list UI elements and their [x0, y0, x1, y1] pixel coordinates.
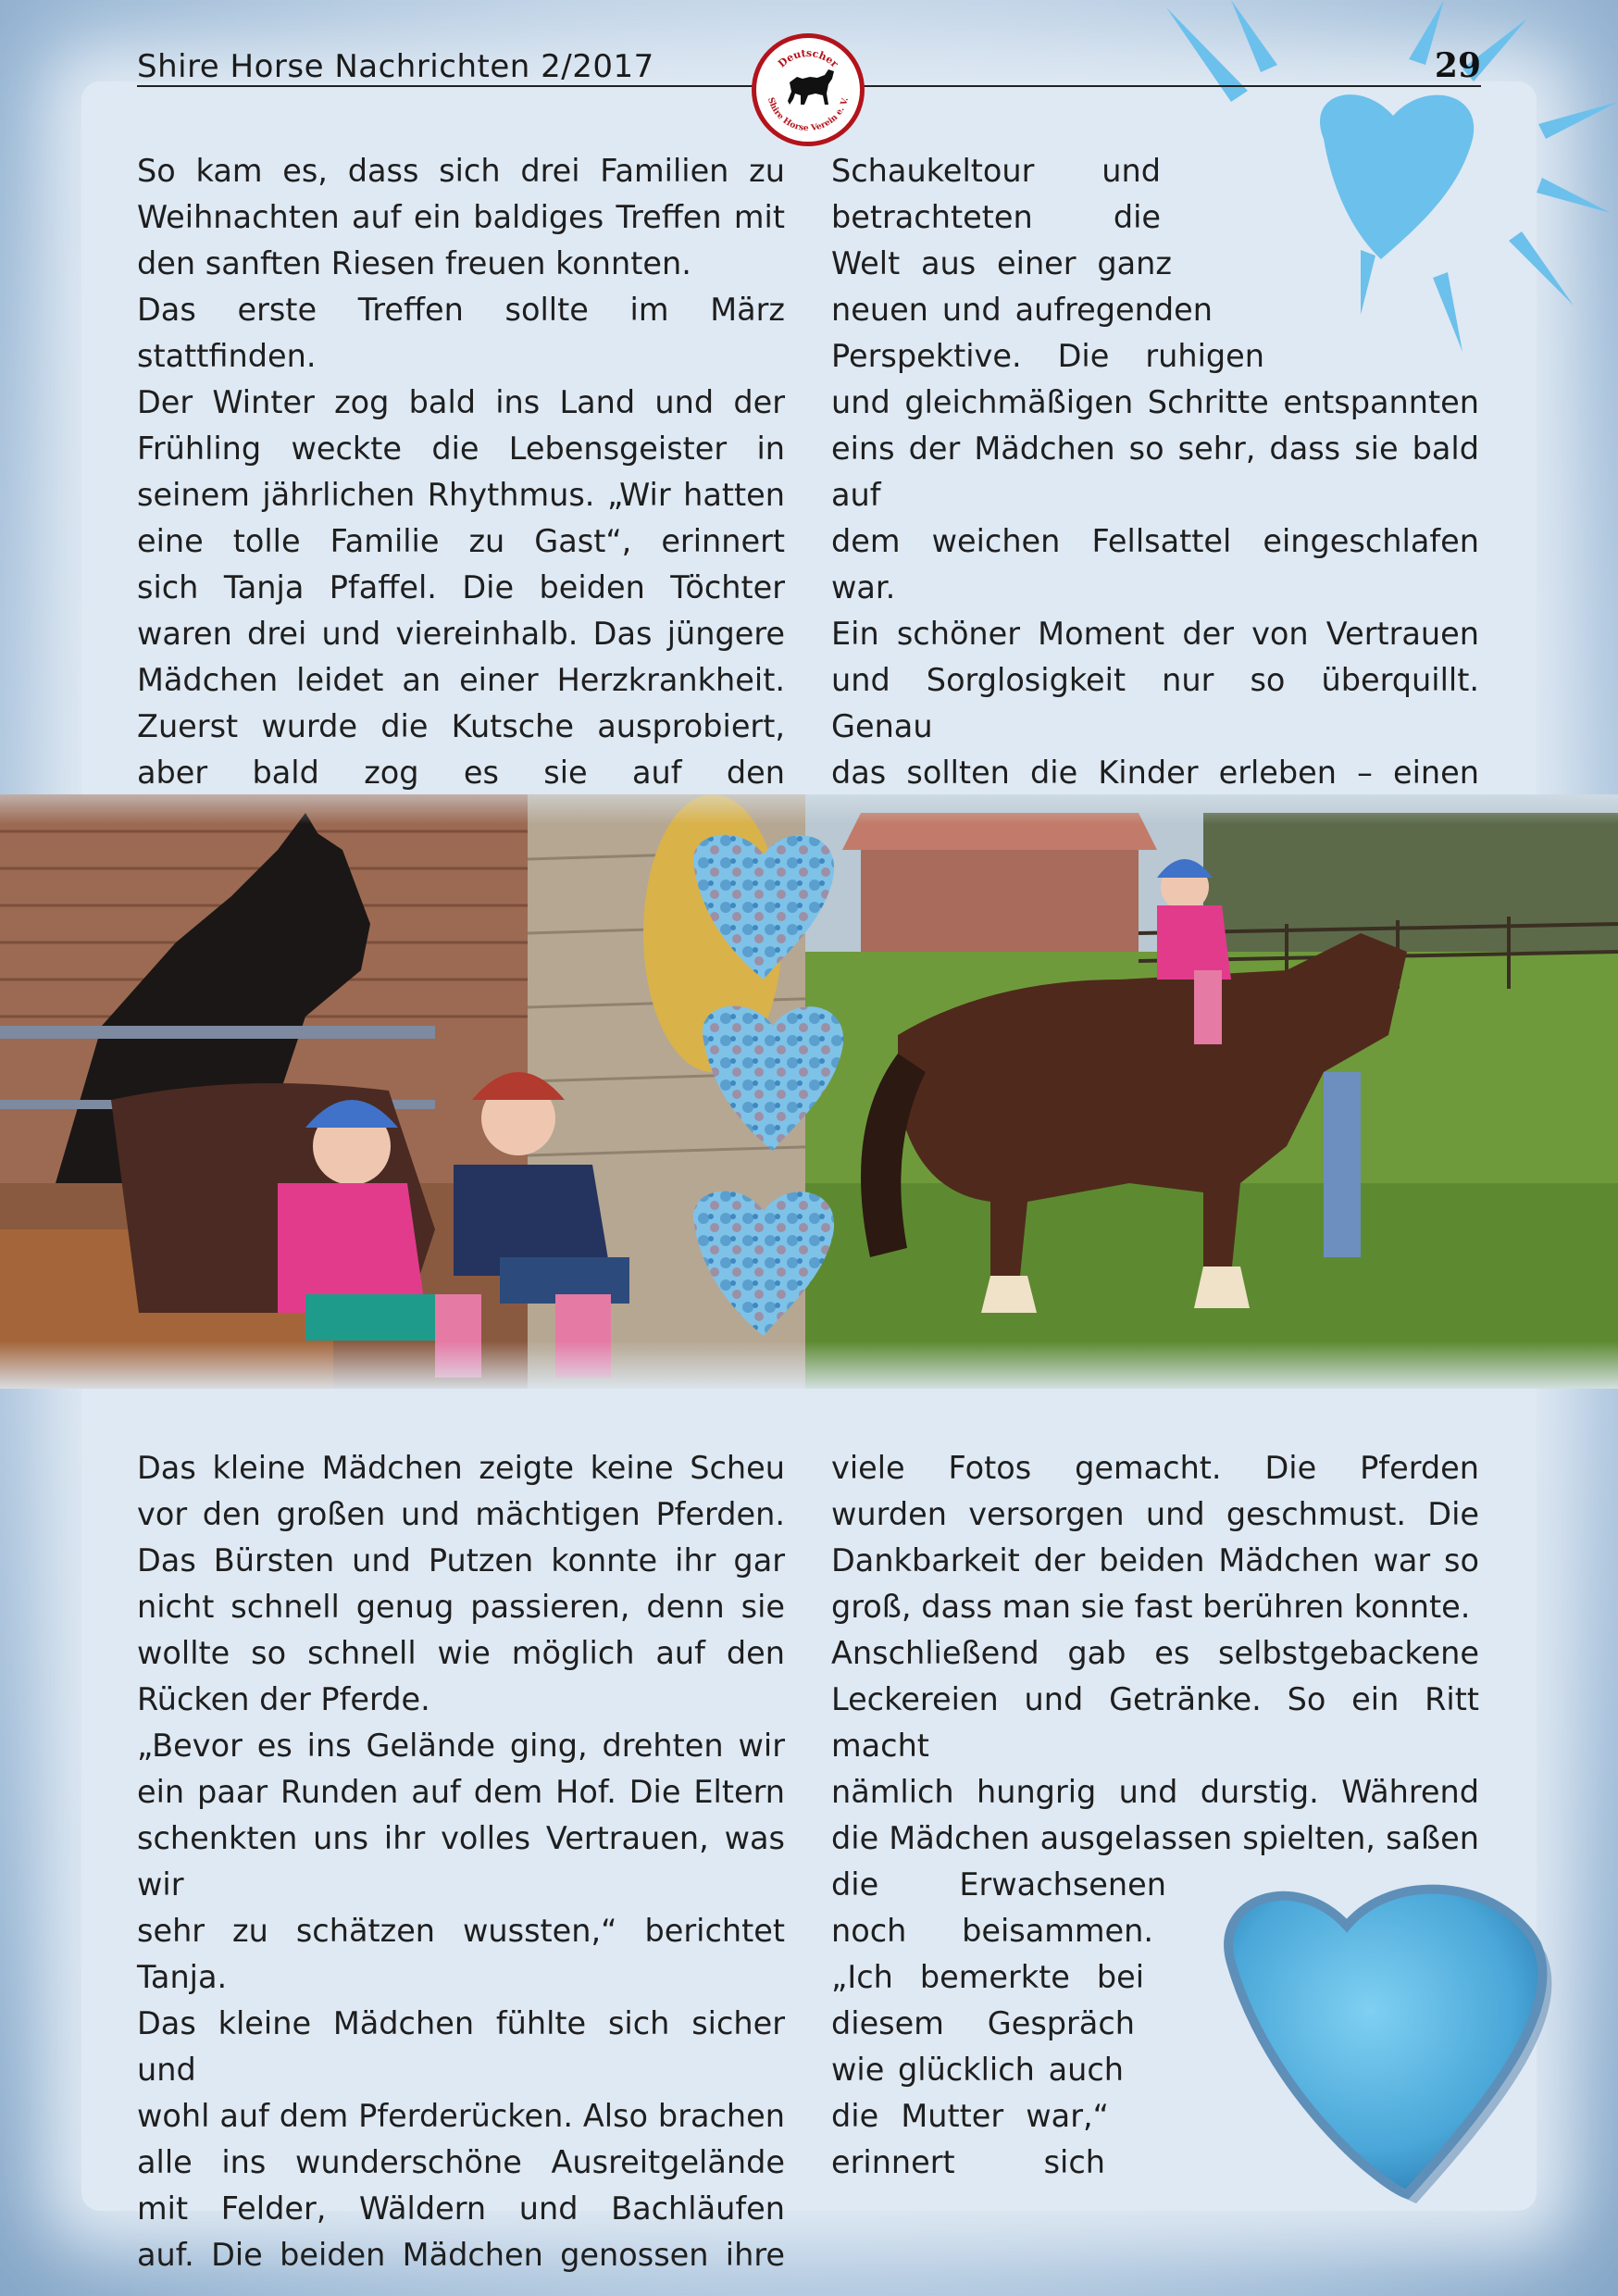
text-line: wohl auf dem Pferderücken. Also brachen — [137, 2098, 785, 2134]
horse-icon — [788, 69, 834, 105]
text-line: Perspektive. Die ruhigen — [831, 338, 1264, 374]
text-line: Das Bürsten und Putzen konnte ihr gar — [137, 1542, 785, 1578]
text-line: Anschließend gab es selbstgebackene — [831, 1635, 1479, 1671]
text-line: aber bald zog es sie auf den — [137, 755, 785, 791]
text-line: Dankbarkeit der beiden Mädchen war so — [831, 1542, 1479, 1578]
text-line: „Ich bemerkte bei — [831, 1959, 1144, 1995]
text-line: das sollten die Kinder erleben – einen — [831, 755, 1479, 791]
patterned-hearts — [676, 813, 898, 1368]
text-line: waren drei und viereinhalb. Das jüngere — [137, 616, 785, 652]
text-line: betrachteten die — [831, 199, 1161, 235]
magazine-title: Shire Horse Nachrichten 2/2017 — [137, 48, 654, 85]
text-line: wollte so schnell wie möglich auf den — [137, 1635, 785, 1671]
text-line: schenkten uns ihr volles Vertrauen, was wir — [137, 1820, 785, 1903]
text-line: Rücken der Pferde. — [137, 1681, 430, 1717]
text-line: und gleichmäßigen Schritte entspannten — [831, 384, 1479, 420]
text-line: vor den großen und mächtigen Pferden. — [137, 1496, 785, 1532]
text-line: seinem jährlichen Rhythmus. „Wir hatten — [137, 477, 785, 513]
text-line: noch beisammen. — [831, 1913, 1153, 1949]
text-line: viele Fotos gemacht. Die Pferden — [831, 1450, 1479, 1486]
logo-text-bottom: Shire Horse Verein e. V. — [765, 96, 851, 134]
text-line: neuen und aufregenden — [831, 292, 1213, 328]
text-line: die Mutter war,“ — [831, 2098, 1109, 2134]
text-line: Ein schöner Moment der von Vertrauen — [831, 616, 1479, 652]
text-line: groß, dass man sie fast berühren konnte. — [831, 1589, 1471, 1625]
text-line: Mädchen leidet an einer Herzkrankheit. — [137, 662, 785, 698]
text-line: Zuerst wurde die Kutsche ausprobiert, — [137, 708, 785, 744]
text-line: Schaukeltour und — [831, 153, 1161, 189]
heart-icon — [693, 1192, 834, 1336]
page-number: 29 — [1434, 46, 1481, 85]
text-line: wie glücklich auch — [831, 2052, 1124, 2088]
text-line: alle ins wunderschöne Ausreitgelände — [137, 2144, 785, 2180]
text-column-top-right — [831, 148, 1479, 889]
text-line: eins der Mädchen so sehr, dass sie bald auf — [831, 430, 1479, 513]
text-line: ein paar Runden auf dem Hof. Die Eltern — [137, 1774, 785, 1810]
text-line: nämlich hungrig und durstig. Während — [831, 1774, 1479, 1810]
glossy-heart-icon — [1194, 1861, 1583, 2231]
logo-text-top: Deutscher — [776, 46, 841, 70]
text-line: Weihnachten auf ein baldiges Treffen mit — [137, 199, 785, 235]
text-line: eine tolle Familie zu Gast“, erinnert — [137, 523, 785, 559]
text-line: Leckereien und Getränke. So ein Ritt macht — [831, 1681, 1479, 1764]
text-line: dem weichen Fellsattel eingeschlafen war. — [831, 523, 1479, 605]
text-line: die Erwachsenen — [831, 1866, 1166, 1903]
text-line: auf. Die beiden Mädchen genossen ihre — [137, 2237, 785, 2273]
text-line: „Bevor es ins Gelände ging, drehten wir — [137, 1728, 785, 1764]
text-line: die Mädchen ausgelassen spielten, saßen — [831, 1820, 1479, 1856]
photo-strip — [0, 794, 1618, 1389]
text-line: erinnert sich — [831, 2144, 1105, 2180]
svg-text:Deutscher — [776, 47, 840, 70]
text-line: mit Felder, Wäldern und Bachläufen — [137, 2190, 785, 2227]
text-line: wurden versorgen und geschmust. Die — [831, 1496, 1479, 1532]
text-line: sich Tanja Pfaffel. Die beiden Töchter — [137, 569, 785, 605]
text-line: Das kleine Mädchen fühlte sich sicher und — [137, 2005, 785, 2088]
text-column-top-left — [137, 148, 785, 842]
text-line: und Sorglosigkeit nur so überquillt. Genau — [831, 662, 1479, 744]
text-line: Das erste Treffen sollte im März stattfinden. — [137, 292, 785, 374]
heart-icon — [703, 1006, 843, 1151]
text-line: Das kleine Mädchen zeigte keine Scheu — [137, 1450, 785, 1486]
text-line: Welt aus einer ganz — [831, 245, 1172, 281]
heart-icon — [693, 835, 834, 980]
text-line: Der Winter zog bald ins Land und der — [137, 384, 785, 420]
text-column-bottom-left — [137, 1445, 785, 2278]
text-line: Frühling weckte die Lebensgeister in — [137, 430, 785, 467]
text-line: diesem Gespräch — [831, 2005, 1135, 2041]
svg-text:Shire Horse Verein e. V. — [765, 96, 851, 133]
text-line: sehr zu schätzen wussten,“ berichtet Tanja. — [137, 1913, 785, 1995]
club-logo — [752, 33, 865, 146]
text-line: den sanften Riesen freuen konnten. — [137, 245, 691, 281]
photo-girl-riding-horse — [805, 794, 1618, 1389]
text-line: nicht schnell genug passieren, denn sie — [137, 1589, 785, 1625]
text-line: So kam es, dass sich drei Familien zu — [137, 153, 785, 189]
